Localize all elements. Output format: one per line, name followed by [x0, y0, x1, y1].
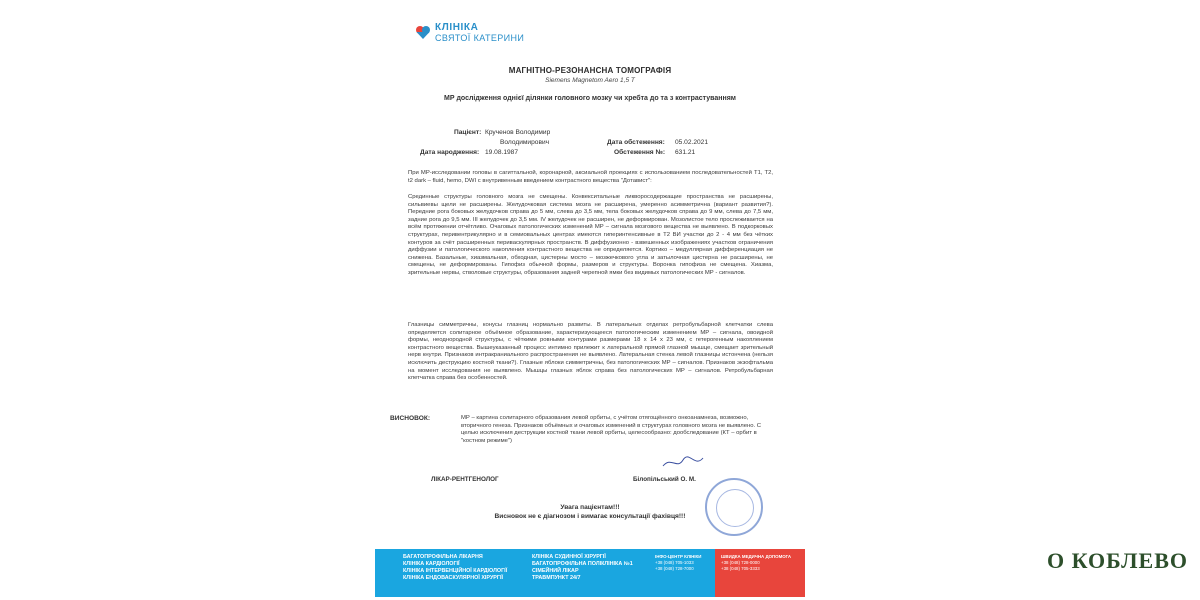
exam-number-label: Обстеження №: [614, 149, 666, 156]
exam-number-value: 631.21 [675, 149, 696, 156]
footer-col1-item: КЛІНІКА ЕНДОВАСКУЛЯРНОЇ ХІРУРГІЇ [403, 575, 503, 581]
report-title: МАГНІТНО-РЕЗОНАНСНА ТОМОГРАФІЯ [508, 66, 672, 75]
footer-col2-item: ТРАВМПУНКТ 24/7 [532, 575, 581, 581]
emergency-title: ШВИДКА МЕДИЧНА ДОПОМОГА [721, 554, 792, 559]
emergency-line: +38 (048) 728-0000 [721, 560, 760, 565]
patient-name-line1: Крученов Володимир [485, 129, 551, 136]
emergency-line: +38 (048) 705-3333 [721, 566, 760, 571]
footer-col1-item: БАГАТОПРОФІЛЬНА ЛІКАРНЯ [403, 554, 483, 560]
report-page [375, 0, 805, 600]
dob-label: Дата народження: [420, 149, 480, 156]
footer-col2-item: БАГАТОПРОФІЛЬНА ПОЛІКЛІНІКА №1 [532, 561, 633, 567]
clinic-name-line2: СВЯТОЇ КАТЕРИНИ [435, 33, 525, 43]
clinic-name-line1: КЛІНІКА [435, 22, 479, 33]
findings-intro: При МР-исследовании головы в сагиттальной, коронарной, аксиальной проекциях с использованием последовательностей T1, T2, t2 dark – fluid, hemo, DWI с внутривенным введением контрастного вещества "Дотавист": [408, 170, 773, 184]
handwritten-signature [633, 452, 733, 472]
patient-notice [375, 503, 805, 521]
info-phone: +38 (048) 705-1033 [655, 560, 694, 565]
exam-date-value: 05.02.2021 [675, 139, 709, 146]
patient-name-line2: Володимирович [500, 139, 550, 146]
findings-orbits: Глазницы симметричны, конусы глазниц нормально развиты. В латеральных отделах ретробульбарной клетчатки слева определяется солитарное объёмное образование, характеризующееся патологическим изменением МР – сигнала, овоидной формы, неоднородной структуры, с чёткими ровными контурами размерами 18 х 14 х 23 мм, с гетерогенным накоплением контрастного вещества. Вышеуказанный процесс интимно прилежит к латеральной прямой глазной мышце, смещает зрительный нерв кнутри. Признаков интракраниального распространения не выявлено. Латеральная стенка левой глазницы истончена (нельзя исключить деструкцию костной ткани?). Глазные яблоки симметричны, без патологических МР – сигналов. Признаков экзофтальма на момент исследования не выявлено. Мышцы глазных яблок справа без патологических МР – сигналов. Ретробульбарная клетчатка справа без особенностей. [408, 322, 773, 382]
watermark [988, 540, 1188, 600]
patient-label: Пацієнт: [454, 129, 482, 136]
info-center-title: ІНФО-ЦЕНТР КЛІНІКИ [655, 554, 702, 559]
device-name: Siemens Magnetom Aero 1,5 T [545, 77, 635, 84]
footer-col1 [403, 554, 507, 582]
footer-col1-item: КЛІНІКА КАРДІОЛОГІЇ [403, 561, 460, 567]
findings-brain: Срединные структуры головного мозга не смещены. Конвекситальные ликворосодержащие пространства не расширены, сильвиевы щели не расширены. Желудочковая система мозга не расширена, умеренно асимметрична (вариант развития?). Передние рога боковых желудочков справа до 5 мм, слева до 3,5 мм, тела боковых желудочков справа до 9 мм, слева до 7,5 мм, задние рога до 9,5 мм. III желудочек до 3,5 мм. IV желудочек не расширен, не деформирован. Мозолистое тело прослеживается на всём протяжении отчётливо. Очаговых патологических изменений МР – сигнала мозгового вещества не выявлено. В подкорковых структурах, перивентрикулярно и в семиовальных центрах имеются гиперинтенсивные в T2 ВИ участки до 2 - 4 мм без чётких контуров за счёт расширенных периваскулярных пространств. В диффузионно - взвешенных изображениях участков ограничения диффузии и патологического накопления контрастного вещества не определяется. Кортико – медуллярная дифференциация не снижена. Базальные, хиазмальная, обходная, цистерны мосто – мозжечкового угла и затылочная цистерна не расширены, не смещены, не деформированы. Гипофиз обычной формы, размеров и структуры. Воронка гипофиза не смещена. Хиазма, зрительные нервы, стволовые структуры, образования задней черепной ямки без видимых патологических МР - сигналов. [408, 194, 773, 276]
footer-col2-item: КЛІНІКА СУДИННОЇ ХІРУРГІЇ [532, 554, 606, 560]
info-center [655, 554, 701, 572]
emergency-block [721, 554, 791, 572]
conclusion-label: ВИСНОВОК: [390, 415, 431, 422]
notice-line2: Висновок не є діагнозом і вимагає консультації фахівця!!! [494, 513, 686, 520]
footer-col1-item: КЛІНІКА ІНТЕРВЕНЦІЙНОЇ КАРДІОЛОГІЇ [403, 568, 508, 574]
info-phone: +38 (048) 728-7000 [655, 566, 694, 571]
report-footer [375, 549, 805, 597]
footer-blue-band [375, 549, 715, 597]
doctor-name: Білопільський О. М. [633, 476, 696, 483]
heart-logo-icon [415, 24, 431, 40]
doctor-role: ЛІКАР-РЕНТГЕНОЛОГ [431, 476, 499, 483]
conclusion-text: МР – картина солитарного образования левой орбиты, с учётом отягощённого онкоанамнеза, возможно, вторичного генеза. Признаков объёмных и очаговых изменений в структурах головного мозга не выявлено. С целью исключения деструкции костной ткани левой орбиты, целесообразно: дообследование (КТ – орбит в "костном режиме") [461, 415, 762, 444]
dob-value: 19.08.1987 [485, 149, 519, 156]
study-name: МР дослідження однієї ділянки головного мозку чи хребта до та з контрастуванням [444, 95, 736, 102]
footer-col2-item: СІМЕЙНИЙ ЛІКАР [532, 568, 579, 574]
footer-col2 [532, 554, 633, 582]
notice-line1: Увага пацієнтам!!! [560, 504, 620, 511]
exam-date-label: Дата обстеження: [607, 139, 665, 146]
watermark-text: О КОБЛЕВО [1047, 548, 1188, 573]
footer-red-band [715, 549, 805, 597]
